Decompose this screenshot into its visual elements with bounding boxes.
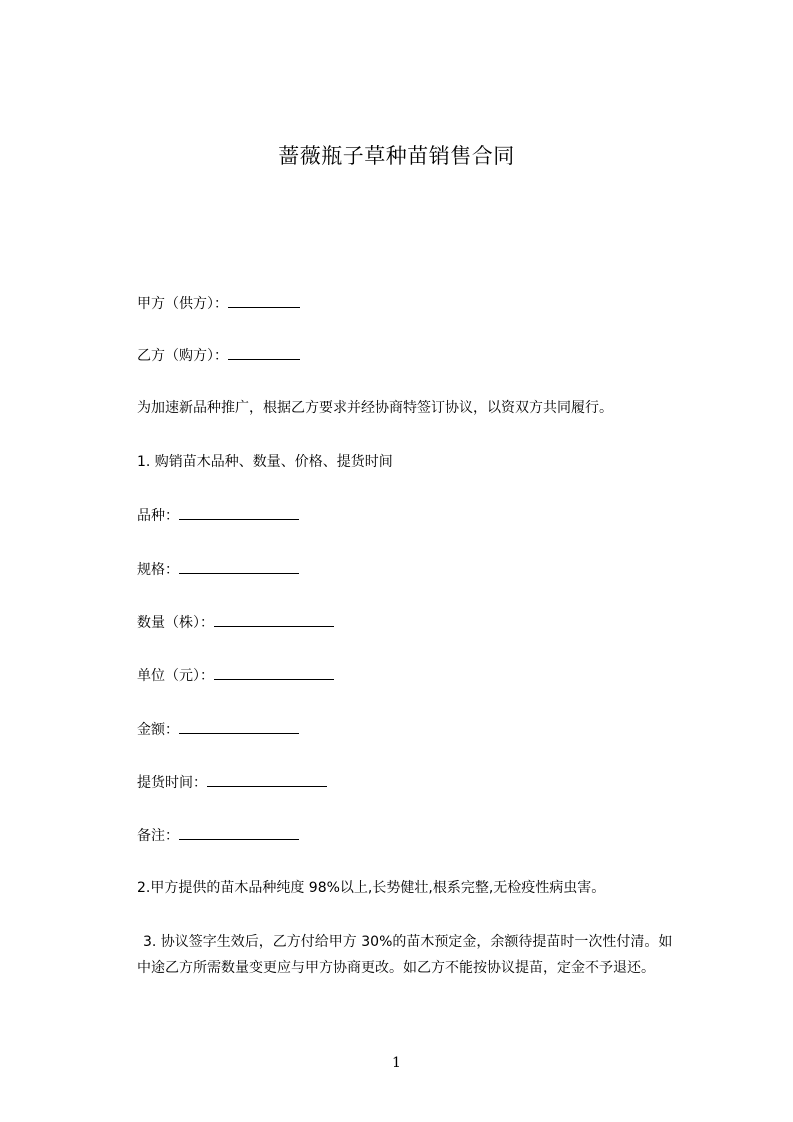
section-3-text: 3. 协议签字生效后，乙方付给甲方 30%的苗木预定金，余额待提苗时一次性付清。如中途乙方所需数量变更应与甲方协商更改。如乙方不能按协议提苗，定金不予退还。 [137,934,673,976]
remarks-blank [179,825,299,840]
unit-price-blank [214,665,334,680]
party-b-label: 乙方（购方）： [137,348,228,364]
party-b-line [137,345,300,366]
pickup-time-line [137,772,327,793]
pickup-time-label: 提货时间： [137,775,207,791]
variety-line [137,505,299,526]
party-b-blank [228,345,300,360]
remarks-line [137,825,299,846]
quantity-label: 数量（株）： [137,615,214,631]
remarks-label: 备注： [137,828,179,844]
unit-price-label: 单位（元）： [137,668,214,684]
intro-paragraph: 为加速新品种推广，根据乙方要求并经协商特签订协议，以资双方共同履行。 [137,400,613,416]
party-a-label: 甲方（供方）： [137,296,228,312]
variety-blank [179,505,299,520]
party-a-line [137,293,300,314]
section-2-paragraph: 2.甲方提供的苗木品种纯度 98%以上,长势健壮,根系完整,无检疫性病虫害。 [137,880,606,896]
party-a-blank [228,293,300,308]
page-number: 1 [392,1055,401,1071]
spec-line [137,559,299,580]
pickup-time-blank [207,772,327,787]
amount-blank [179,719,299,734]
spec-label: 规格： [137,562,179,578]
section-3-paragraph [137,929,677,981]
quantity-blank [214,612,334,627]
section-1-heading: 1. 购销苗木品种、数量、价格、提货时间 [137,454,393,470]
variety-label: 品种： [137,508,179,524]
quantity-line [137,612,334,633]
unit-price-line [137,665,334,686]
spec-blank [179,559,299,574]
amount-line [137,719,299,740]
document-title: 蔷薇瓶子草种苗销售合同 [278,144,515,168]
amount-label: 金额： [137,722,179,738]
